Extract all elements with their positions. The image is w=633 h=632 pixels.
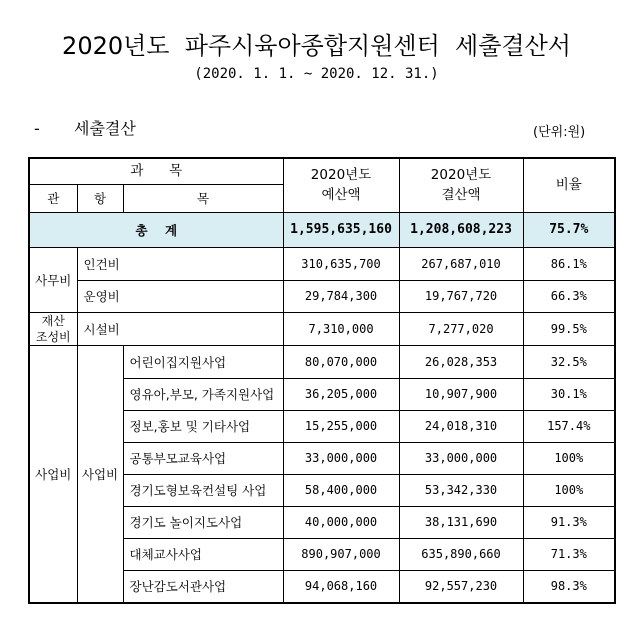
header-subject: 과 목: [29, 158, 283, 184]
row-item: 경기도 놀이지도사업: [123, 506, 283, 538]
row-item: 공통부모교육사업: [123, 442, 283, 474]
row-ratio: 86.1%: [523, 247, 615, 280]
row-item: 어린이집지원사업: [123, 345, 283, 378]
unit-label: (단위:원): [533, 125, 586, 140]
section-heading: [34, 116, 136, 139]
row-ratio: 98.3%: [523, 570, 615, 603]
gwan-asset: 재산 조성비: [29, 312, 77, 345]
row-ratio: 100%: [523, 474, 615, 506]
row-settled: 24,018,310: [399, 410, 523, 442]
header-settled-year: 2020년도: [430, 167, 492, 184]
hang-business: 사업비: [77, 345, 123, 603]
row-settled: 635,890,660: [399, 538, 523, 570]
header-mok: 목: [123, 184, 283, 212]
row-item: 시설비: [77, 312, 283, 345]
row-item: 경기도형보육컨설팅 사업: [123, 474, 283, 506]
total-label: 총 계: [29, 212, 283, 247]
header-budget: [283, 158, 399, 212]
row-budget: 15,255,000: [283, 410, 399, 442]
header-hang: 항: [77, 184, 123, 212]
table-row: [29, 345, 615, 378]
row-item: 영유아,부모, 가족지원사업: [123, 378, 283, 410]
document-title: 2020년도 파주시육아종합지원센터 세출결산서: [62, 32, 571, 60]
row-settled: 19,767,720: [399, 280, 523, 312]
row-ratio: 99.5%: [523, 312, 615, 345]
header-settled-label: 결산액: [441, 187, 481, 204]
header-row-1: [29, 158, 615, 184]
row-budget: 29,784,300: [283, 280, 399, 312]
row-budget: 33,000,000: [283, 442, 399, 474]
row-ratio: 91.3%: [523, 506, 615, 538]
row-budget: 890,907,000: [283, 538, 399, 570]
section-title: 세출결산: [74, 119, 136, 138]
expenditure-table: [28, 157, 616, 604]
row-budget: 80,070,000: [283, 345, 399, 378]
total-settled: 1,208,608,223: [399, 212, 523, 247]
row-settled: 267,687,010: [399, 247, 523, 280]
row-settled: 10,907,900: [399, 378, 523, 410]
row-budget: 40,000,000: [283, 506, 399, 538]
total-ratio: 75.7%: [523, 212, 615, 247]
total-row: [29, 212, 615, 247]
row-item: 대체교사사업: [123, 538, 283, 570]
row-ratio: 100%: [523, 442, 615, 474]
row-ratio: 32.5%: [523, 345, 615, 378]
row-ratio: 66.3%: [523, 280, 615, 312]
row-ratio: 71.3%: [523, 538, 615, 570]
header-gwan: 관: [29, 184, 77, 212]
section-marker: -: [34, 119, 40, 138]
row-item: 정보,홍보 및 기타사업: [123, 410, 283, 442]
row-ratio: 30.1%: [523, 378, 615, 410]
header-budget-label: 예산액: [321, 187, 361, 204]
table-row: [29, 247, 615, 280]
row-budget: 36,205,000: [283, 378, 399, 410]
row-settled: 33,000,000: [399, 442, 523, 474]
row-item: 인건비: [77, 247, 283, 280]
row-settled: 92,557,230: [399, 570, 523, 603]
table-row: [29, 312, 615, 345]
row-item: 운영비: [77, 280, 283, 312]
header-budget-year: 2020년도: [310, 167, 372, 184]
row-budget: 310,635,700: [283, 247, 399, 280]
row-settled: 53,342,330: [399, 474, 523, 506]
row-settled: 38,131,690: [399, 506, 523, 538]
table-row: [29, 280, 615, 312]
row-budget: 94,068,160: [283, 570, 399, 603]
gwan-business: 사업비: [29, 345, 77, 603]
row-budget: 58,400,000: [283, 474, 399, 506]
row-settled: 26,028,353: [399, 345, 523, 378]
fiscal-period: (2020. 1. 1. ~ 2020. 12. 31.): [194, 66, 439, 82]
row-ratio: 157.4%: [523, 410, 615, 442]
gwan-office: 사무비: [29, 247, 77, 312]
row-settled: 7,277,020: [399, 312, 523, 345]
row-item: 장난감도서관사업: [123, 570, 283, 603]
header-ratio: 비율: [523, 158, 615, 212]
total-budget: 1,595,635,160: [283, 212, 399, 247]
header-settled: [399, 158, 523, 212]
row-budget: 7,310,000: [283, 312, 399, 345]
